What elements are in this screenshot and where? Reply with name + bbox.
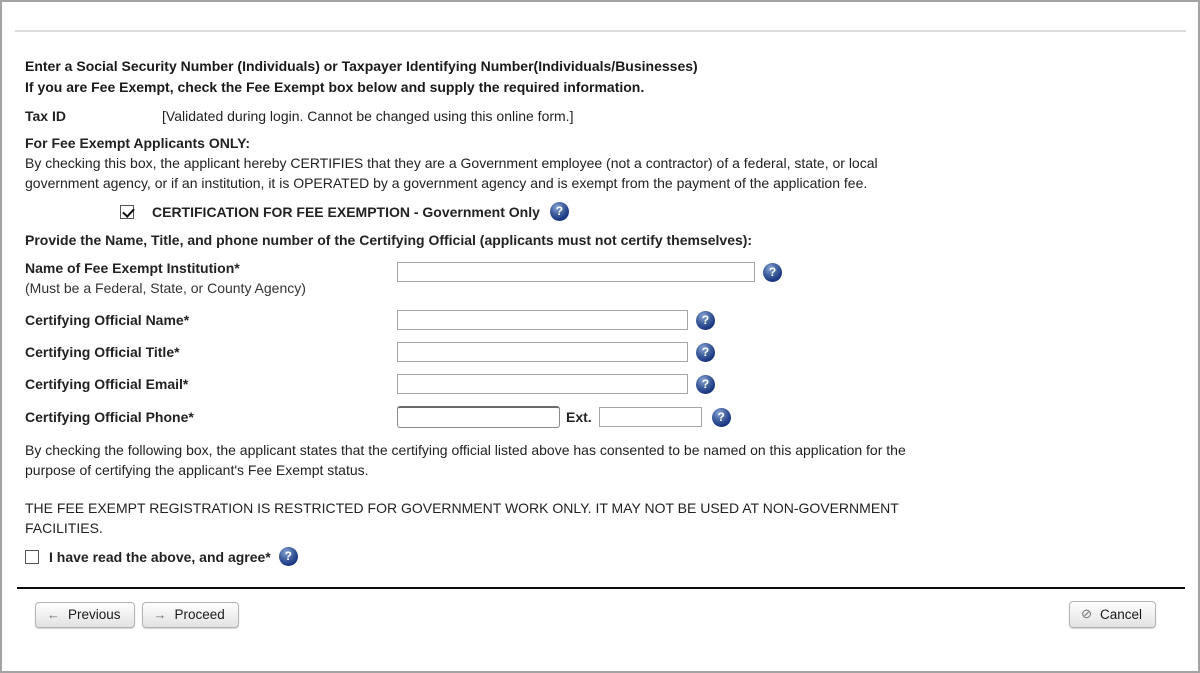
institution-label-block — [25, 258, 397, 298]
official-title-label: Certifying Official Title* — [25, 344, 180, 360]
official-name-label: Certifying Official Name* — [25, 312, 190, 328]
official-name-field-row — [25, 310, 1198, 330]
agree-checkbox[interactable] — [25, 550, 39, 564]
certification-checkbox[interactable] — [120, 205, 134, 219]
institution-input[interactable] — [397, 262, 755, 282]
button-bar — [17, 601, 1156, 628]
tax-id-note: [Validated during login. Cannot be changed using this online form.] — [162, 108, 574, 124]
official-title-field-row — [25, 342, 1198, 362]
cancel-circle-slash-icon: ⊘ — [1081, 606, 1092, 621]
official-phone-label: Certifying Official Phone* — [25, 409, 194, 425]
help-icon[interactable]: ? — [763, 263, 782, 282]
official-phone-input[interactable] — [397, 406, 560, 428]
official-email-input[interactable] — [397, 374, 688, 394]
consent-paragraph: By checking the following box, the applicant states that the certifying official listed above has consented to be named on this application for the purpose of certifying the applicant's Fee Exempt status. — [25, 442, 906, 478]
right-arrow-icon: → — [153, 606, 167, 622]
fee-exempt-heading: For Fee Exempt Applicants ONLY: — [25, 135, 251, 151]
tax-id-label: Tax ID — [25, 108, 66, 124]
proceed-button-label: Proceed — [174, 606, 225, 622]
certification-row — [120, 202, 1198, 221]
restriction-paragraph: THE FEE EXEMPT REGISTRATION IS RESTRICTED FOR GOVERNMENT WORK ONLY. IT MAY NOT BE USED AT NON-GOVERNMENT FACILITIES. — [25, 500, 899, 536]
help-icon[interactable]: ? — [696, 343, 715, 362]
official-name-input[interactable] — [397, 310, 688, 330]
intro-line-2: If you are Fee Exempt, check the Fee Exempt box below and supply the required information. — [25, 79, 645, 95]
fee-exempt-description: By checking this box, the applicant hereby CERTIFIES that they are a Government employee (not a contractor) of a federal, state, or local government agency, or if an institution, it is OPERATED by a government agency and is exempt from the payment of the application fee. — [25, 155, 878, 191]
proceed-button[interactable] — [142, 602, 239, 628]
provide-heading: Provide the Name, Title, and phone number of the Certifying Official (applicants must not certify themselves): — [25, 232, 753, 248]
nav-button-group — [17, 602, 239, 628]
help-icon[interactable]: ? — [696, 375, 715, 394]
help-icon[interactable]: ? — [550, 202, 569, 221]
phone-ext-input[interactable] — [599, 407, 702, 427]
institution-note: (Must be a Federal, State, or County Agency) — [25, 280, 306, 296]
official-title-input[interactable] — [397, 342, 688, 362]
help-icon[interactable]: ? — [279, 547, 298, 566]
cancel-button[interactable] — [1069, 601, 1156, 628]
left-arrow-icon: ← — [47, 606, 60, 622]
official-phone-field-row — [25, 406, 1198, 428]
previous-button[interactable] — [35, 602, 135, 628]
help-icon[interactable]: ? — [712, 408, 731, 427]
intro-line-1: Enter a Social Security Number (Individuals) or Taxpayer Identifying Number(Individuals/Businesses) — [25, 58, 698, 74]
help-icon[interactable]: ? — [696, 311, 715, 330]
certification-label: CERTIFICATION FOR FEE EXEMPTION - Government Only — [152, 203, 540, 220]
institution-field-row — [25, 258, 1198, 298]
agree-label: I have read the above, and agree* — [49, 548, 271, 565]
cancel-button-label: Cancel — [1099, 606, 1142, 622]
top-divider — [15, 30, 1186, 32]
phone-ext-label: Ext. — [566, 409, 592, 425]
official-email-field-row — [25, 374, 1198, 394]
official-email-label: Certifying Official Email* — [25, 376, 189, 392]
tax-id-row — [25, 108, 1198, 124]
previous-button-label: Previous — [68, 606, 121, 622]
intro-text — [25, 56, 1198, 98]
bottom-divider — [17, 587, 1185, 589]
agree-row — [25, 547, 1198, 566]
institution-label: Name of Fee Exempt Institution* — [25, 260, 240, 276]
